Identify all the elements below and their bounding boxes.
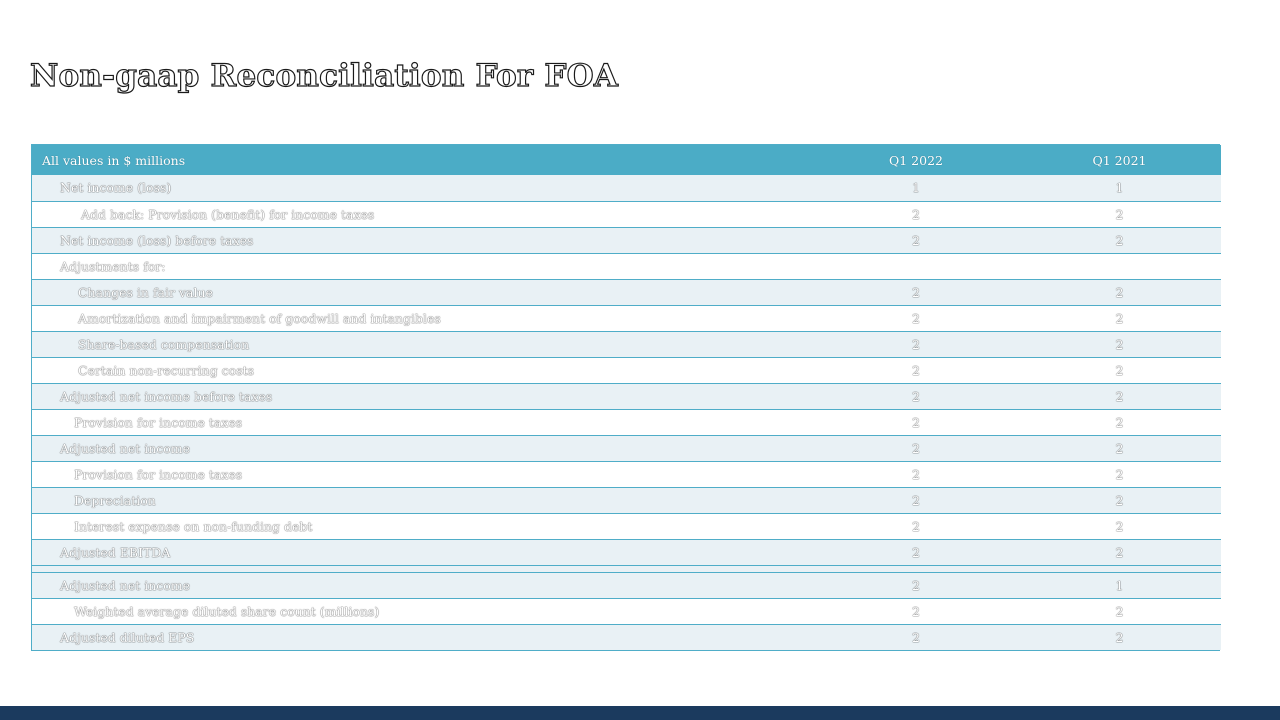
table-row [32,253,1221,279]
table-row [32,175,1221,201]
row-value-q1-2021: 2 [1018,435,1221,461]
table-row [32,598,1221,624]
row-label: Net income (loss) [32,175,814,201]
table-row [32,572,1221,598]
row-label: Certain non-recurring costs [32,357,814,383]
row-label: Adjusted EBITDA [32,539,814,565]
table-row [32,409,1221,435]
row-value-q1-2022: 2 [814,435,1018,461]
table-row [32,227,1221,253]
row-label: Changes in fair value [32,279,814,305]
row-value-q1-2021: 2 [1018,487,1221,513]
row-value-q1-2021: 2 [1018,383,1221,409]
row-value-q1-2021: 2 [1018,461,1221,487]
row-value-q1-2021: 1 [1018,175,1221,201]
row-value-q1-2021: 2 [1018,357,1221,383]
table-spacer-row [32,565,1221,572]
spacer-cell [1018,565,1221,572]
row-value-q1-2022: 2 [814,201,1018,227]
page-title: Non-gaap Reconciliation For FOA [30,58,619,94]
row-value-q1-2021: 2 [1018,513,1221,539]
row-value-q1-2021: 2 [1018,201,1221,227]
header-units-label: All values in $ millions [42,152,186,168]
row-label: Net income (loss) before taxes [32,227,814,253]
row-value-q1-2022: 2 [814,409,1018,435]
row-value-q1-2022: 2 [912,629,920,645]
row-value-q1-2022: 1 [814,175,1018,201]
row-value-q1-2021: 2 [1018,227,1221,253]
row-value-q1-2021: 2 [1018,409,1221,435]
table-row [32,331,1221,357]
row-value-q1-2021: 2 [1018,305,1221,331]
row-label: Adjusted net income [32,435,814,461]
table-row [32,383,1221,409]
row-value-q1-2022: 2 [814,513,1018,539]
row-value-q1-2022: 2 [814,487,1018,513]
table-row [32,435,1221,461]
row-label: Adjusted net income before taxes [32,383,814,409]
row-value-q1-2022: 2 [814,305,1018,331]
table-row [32,513,1221,539]
row-label: Share-based compensation [32,331,814,357]
row-value-q1-2021: 2 [1018,331,1221,357]
row-value-q1-2022: 2 [814,331,1018,357]
row-label: Weighted average diluted share count (millions) [32,598,814,624]
row-value-q1-2022 [814,253,1018,279]
row-value-q1-2022: 2 [814,357,1018,383]
spacer-cell [32,565,814,572]
row-value-q1-2021 [1018,253,1221,279]
row-label: Adjusted diluted EPS [60,629,195,645]
row-value-q1-2021: 1 [1018,572,1221,598]
spacer-cell [814,565,1018,572]
row-label: Amortization and impairment of goodwill and intangibles [32,305,814,331]
table-row [32,201,1221,227]
row-value-q1-2021: 2 [1018,539,1221,565]
header-q1-2022: Q1 2022 [889,152,943,168]
row-value-q1-2022: 2 [814,279,1018,305]
row-label: Interest expense on non-funding debt [32,513,814,539]
row-value-q1-2021: 2 [1018,598,1221,624]
table-row [32,539,1221,565]
reconciliation-table [31,144,1220,651]
row-label: Add back: Provision (benefit) for income taxes [32,201,814,227]
table-row [32,487,1221,513]
table-row [32,279,1221,305]
table-row [32,461,1221,487]
row-value-q1-2022: 2 [814,539,1018,565]
table-row [32,305,1221,331]
row-label: Adjusted net income [32,572,814,598]
table-row [32,624,1221,650]
row-value-q1-2021: 2 [1115,629,1124,645]
row-label: Provision for income taxes [32,461,814,487]
row-label: Provision for income taxes [32,409,814,435]
row-value-q1-2022: 2 [814,461,1018,487]
row-value-q1-2022: 2 [814,383,1018,409]
row-label: Adjustments for: [32,253,814,279]
table-header-row [32,145,1221,175]
row-value-q1-2022: 2 [814,227,1018,253]
row-value-q1-2021: 2 [1018,279,1221,305]
row-value-q1-2022: 2 [814,598,1018,624]
footer-bar [0,706,1280,720]
row-label: Depreciation [32,487,814,513]
header-q1-2021: Q1 2021 [1092,152,1147,168]
table-row [32,357,1221,383]
row-value-q1-2022: 2 [814,572,1018,598]
